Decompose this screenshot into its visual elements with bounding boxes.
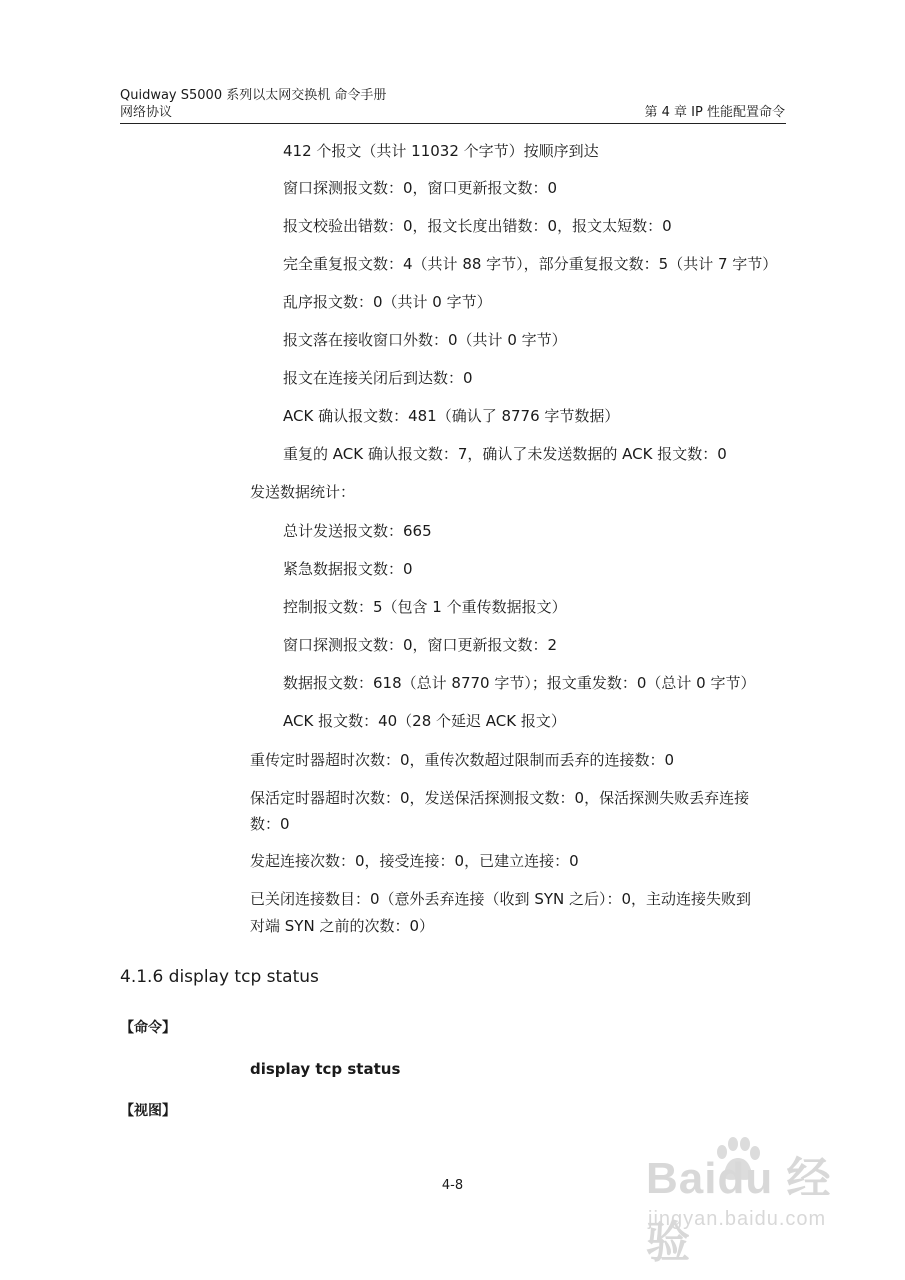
command-label: 【命令】 [120, 1020, 176, 1036]
stat-line: 数据报文数：618（总计 8770 字节）；报文重发数：0（总计 0 字节） [283, 674, 756, 692]
stat-line: 报文校验出错数：0，报文长度出错数：0，报文太短数：0 [283, 217, 672, 235]
stat-line: 重传定时器超时次数：0，重传次数超过限制而丢弃的连接数：0 [250, 751, 675, 769]
stat-line: 乱序报文数：0（共计 0 字节） [283, 293, 492, 311]
watermark-logo: Baidu 经验 [646, 1154, 832, 1267]
stat-line: 报文落在接收窗口外数：0（共计 0 字节） [283, 331, 567, 349]
stat-line: ACK 确认报文数：481（确认了 8776 字节数据） [283, 407, 620, 425]
stat-line: ACK 报文数：40（28 个延迟 ACK 报文） [283, 712, 566, 730]
stat-line: 重复的 ACK 确认报文数：7，确认了未发送数据的 ACK 报文数：0 [283, 445, 727, 463]
header-section-name: 网络协议 [120, 105, 173, 120]
stat-line: 窗口探测报文数：0，窗口更新报文数：0 [283, 179, 558, 197]
baidu-watermark [646, 1142, 856, 1267]
stat-line: 报文在连接关闭后到达数：0 [283, 369, 473, 387]
stat-line: 完全重复报文数：4（共计 88 字节），部分重复报文数：5（共计 7 字节） [283, 255, 778, 273]
header-product-title: Quidway S5000 系列以太网交换机 命令手册 [120, 88, 387, 103]
stat-line: 紧急数据报文数：0 [283, 560, 413, 578]
view-label: 【视图】 [120, 1103, 176, 1119]
stat-line: 保活定时器超时次数：0，发送保活探测报文数：0，保活探测失败丢弃连接 [250, 789, 750, 807]
stat-line: 已关闭连接数目：0（意外丢弃连接（收到 SYN 之后）：0，主动连接失败到 [250, 890, 752, 908]
stat-line: 412 个报文（共计 11032 个字节）按顺序到达 [283, 142, 599, 160]
send-stats-heading: 发送数据统计： [250, 483, 356, 501]
stat-line-continued: 对端 SYN 之前的次数：0） [250, 917, 434, 935]
watermark-url: jingyan.baidu.com [648, 1208, 827, 1230]
section-heading: 4.1.6 display tcp status [120, 967, 319, 987]
stat-line: 总计发送报文数：665 [283, 522, 432, 540]
stat-line-continued: 数：0 [250, 815, 290, 833]
command-text: display tcp status [250, 1060, 401, 1078]
stat-line: 发起连接次数：0，接受连接：0，已建立连接：0 [250, 852, 579, 870]
stat-line: 窗口探测报文数：0，窗口更新报文数：2 [283, 636, 558, 654]
stat-line: 控制报文数：5（包含 1 个重传数据报文） [283, 598, 567, 616]
header-chapter-title: 第 4 章 IP 性能配置命令 [644, 105, 785, 120]
header-divider [120, 123, 786, 124]
page-number: 4-8 [441, 1178, 464, 1193]
